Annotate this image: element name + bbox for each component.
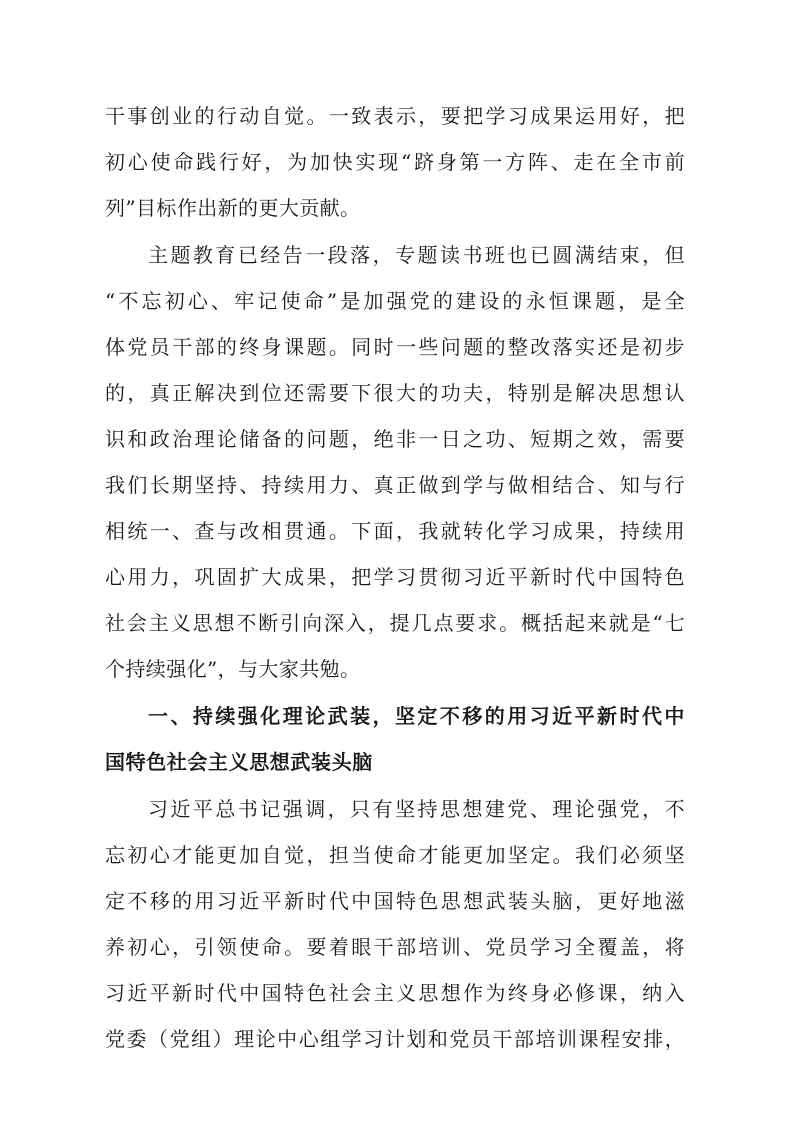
paragraph-line: 的，真正解决到位还需要下很大的功夫，特别是解决思想认 <box>105 381 685 405</box>
paragraph-line: 初心使命践行好，为加快实现“跻身第一方阵、走在全市前 <box>105 150 685 174</box>
paragraph-line: 主题教育已经告一段落，专题读书班也已圆满结束，但 <box>148 243 685 267</box>
paragraph-line: 养初心，引领使命。要着眼干部培训、党员学习全覆盖，将 <box>105 935 685 959</box>
paragraph-line: 心用力，巩固扩大成果，把学习贯彻习近平新时代中国特色 <box>105 565 685 589</box>
paragraph-line: 习近平总书记强调，只有坚持思想建党、理论强党，不 <box>148 797 685 821</box>
paragraph-line: 我们长期坚持、持续用力、真正做到学与做相结合、知与行 <box>105 473 685 497</box>
paragraph-line: 干事创业的行动自觉。一致表示，要把学习成果运用好，把 <box>105 104 685 128</box>
paragraph-line: “不忘初心、牢记使命”是加强党的建设的永恒课题，是全 <box>105 289 685 313</box>
paragraph-line: 体党员干部的终身课题。同时一些问题的整改落实还是初步 <box>105 335 685 359</box>
paragraph-line: 识和政治理论储备的问题，绝非一日之功、短期之效，需要 <box>105 427 685 451</box>
paragraph-line: 习近平新时代中国特色社会主义思想作为终身必修课，纳入 <box>105 981 685 1005</box>
section-heading: 一、持续强化理论武装，坚定不移的用习近平新时代中 <box>148 704 685 728</box>
paragraph-line: 列”目标作出新的更大贡献。 <box>105 196 361 220</box>
paragraph-line: 忘初心才能更加自觉，担当使命才能更加坚定。我们必须坚 <box>105 843 685 867</box>
paragraph-line: 社会主义思想不断引向深入，提几点要求。概括起来就是“七 <box>105 611 685 635</box>
section-heading: 国特色社会主义思想武装头脑 <box>105 750 373 774</box>
paragraph-line: 党委（党组）理论中心组学习计划和党员干部培训课程安排， <box>105 1027 685 1051</box>
paragraph-line: 相统一、查与改相贯通。下面，我就转化学习成果，持续用 <box>105 519 685 543</box>
paragraph-line: 个持续强化”，与大家共勉。 <box>105 657 361 681</box>
paragraph-line: 定不移的用习近平新时代中国特色思想武装头脑，更好地滋 <box>105 889 685 913</box>
